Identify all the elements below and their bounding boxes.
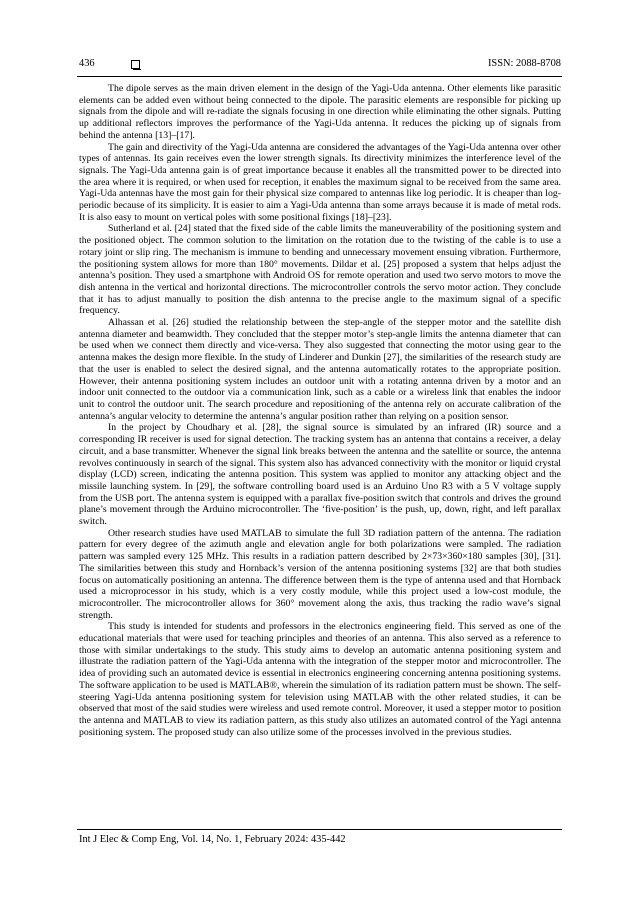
- paragraph: Other research studies have used MATLAB to simulate the full 3D radiation pattern of the antenna. The radiation pattern for every degree of the azimuth angle and elevation angle for both polarizations were sampled. The radiation pattern was sampled every 125 MHz. This results in a radiation pattern described by 2×73×360×180 samples [30], [31]. The similarities between this study and Hornback’s version of the antenna positioning systems [32] are that both studies focus on automatically positioning an antenna. The difference between them is the type of antenna used and that Hornback used a microprocessor in his study, which is a very costly module, while this project used a low-cost module, the microcontroller. The microcontroller allows for 360° movement along the axis, thus tracking the radio wave’s signal strength.: [79, 527, 561, 621]
- paragraph: Sutherland et al. [24] stated that the fixed side of the cable limits the maneuverability of the positioning system and the positioned object. The common solution to the limitation on the rotation due to the twisting of the cable is to use a rotary joint or slip ring. The mechanism is immune to bending and unnecessary movement ensuing vibration. Furthermore, the positioning system allows for more than 180° movements. Dildar et al. [25] proposed a system that helps adjust the antenna’s position. They used a smartphone with Android OS for remote operation and used two servo motors to move the dish antenna in the vertical and horizontal directions. The microcontroller controls the servo motor action. They conclude that it has to adjust manually to position the dish antenna to the precise angle to the maximum signal of a specific frequency.: [79, 223, 561, 317]
- paragraph: Alhassan et al. [26] studied the relationship between the step-angle of the stepper motor and the satellite dish antenna diameter and beamwidth. They concluded that the stepper motor’s step-angle limits the antenna diameter that can be used when we connect them directly and vice-versa. They also suggested that connecting the motor using gear to the antenna makes the design more flexible. In the study of Linderer and Dunkin [27], the similarities of the research study are that the user is enabled to select the desired signal, and the antenna automatically rotates to the appropriate position. However, their antenna positioning system includes an outdoor unit with a rotating antenna driven by a motor and an indoor unit connected to the outdoor via a communication link, such as a cable or a wireless link that enables the indoor unit to control the outdoor unit. The search procedure and repositioning of the antenna rely on accurate calibration of the antenna’s angular velocity to determine the antenna’s angular position rather than relying on a position sensor.: [79, 317, 561, 422]
- issn-label: ISSN: 2088-8708: [487, 58, 561, 69]
- square-icon: [131, 60, 140, 69]
- paragraph: This study is intended for students and professors in the electronics engineering field. This served as one of the educational materials that were used for teaching principles and theories of an antenna. This also served as a reference to those with similar undertakings to the study. This study aims to develop an automatic antenna positioning system and illustrate the radiation pattern of the Yagi-Uda antenna with the integration of the stepper motor and microcontroller. The idea of providing such an automated device is essential in electronics engineering concerning antenna positioning systems. The software application to be used is MATLAB®, wherein the simulation of its radiation pattern must be shown. The self-steering Yagi-Uda antenna positioning system for television using MATLAB with the other related studies, it can be observed that most of the said studies were wireless and used remote control. Moreover, it used a stepper motor to position the antenna and MATLAB to view its radiation pattern, as this study also utilizes an automated control of the Yagi antenna positioning system. The proposed study can also utilize some of the processes involved in the previous studies.: [79, 621, 561, 738]
- page-header: [79, 58, 561, 74]
- paragraph: The gain and directivity of the Yagi-Uda antenna are considered the advantages of the Yagi-Uda antenna over other types of antennas. Its gain receives even the lower strength signals. Its directivity minimizes the interference level of the signals. The Yagi-Uda antenna gain is of great importance because it enables all the transmitted power to be directed into the area where it is required, or when used for reception, it enables the maximum signal to be received from the same area. Yagi-Uda antennas have the most gain for their physical size compared to antennas like log periodic. It is cheaper than log-periodic because of its simplicity. It is easier to aim a Yagi-Uda antenna than some arrays because it is made of metal rods. It is also easy to mount on vertical poles with some positional fixings [18]–[23].: [79, 141, 561, 223]
- paragraph: In the project by Choudhary et al. [28], the signal source is simulated by an infrared (IR) source and a corresponding IR receiver is used for signal detection. The tracking system has an antenna that contains a receiver, a delay circuit, and a base transmitter. Whenever the signal link breaks between the antenna and the satellite or source, the antenna revolves continuously in search of the signal. This system also has advanced connectivity with the monitor or liquid crystal display (LCD) screen, indicating the antenna position. This system was applied to monitor any attacking object and the missile launching system. In [29], the software controlling board used is an Arduino Uno R3 with a 5 V voltage supply from the USB port. The antenna system is equipped with a parallax five-position switch that controls and drives the ground plane’s movement through the Arduino microcontroller. The ‘five-position’ is the push, up, down, right, and left parallax switch.: [79, 422, 561, 528]
- paragraph: The dipole serves as the main driven element in the design of the Yagi-Uda antenna. Other elements like parasitic elements can be added even without being connected to the dipole. The parasitic elements are responsible for picking up signals from the dipole and will re-radiate the signals focusing in one direction while eliminating the other signals. Putting up additional reflectors improves the performance of the Yagi-Uda antenna. It reduces the picking up of signals from behind the antenna [13]–[17].: [79, 83, 561, 141]
- footer-rule: [77, 829, 562, 830]
- page-footer: Int J Elec & Comp Eng, Vol. 14, No. 1, February 2024: 435-442: [79, 834, 346, 845]
- page-number: 436: [79, 58, 95, 69]
- header-rule: [77, 76, 562, 77]
- body-text: [79, 83, 561, 738]
